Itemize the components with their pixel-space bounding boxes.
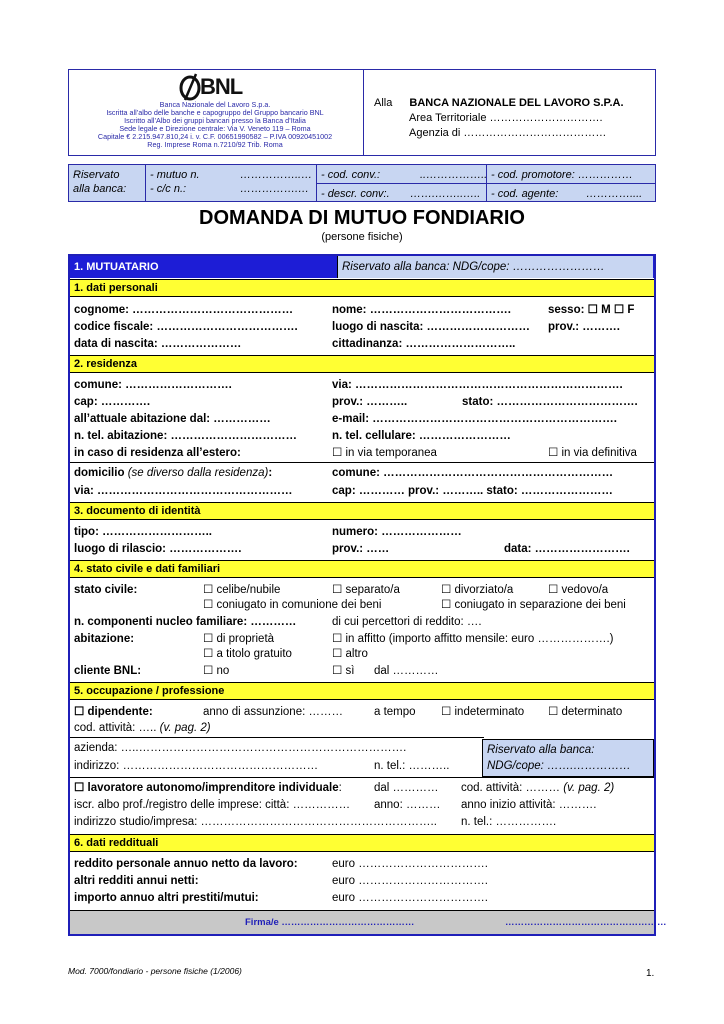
bank-line-2: Iscritta all’albo delle banche e capogruppo del Gruppo bancario BNL xyxy=(106,108,324,117)
page-subtitle: (persone fisiche) xyxy=(321,231,403,243)
cap-field[interactable]: cap: …………. xyxy=(74,396,151,408)
cod-attivita2-field[interactable] xyxy=(461,781,614,795)
definitiva-checkbox[interactable]: ☐ in via definitiva xyxy=(548,447,637,459)
cc-label: - c/c n.: xyxy=(150,183,187,195)
domicilio-label xyxy=(74,466,272,480)
header-divider xyxy=(363,70,364,155)
proprieta-checkbox[interactable]: ☐ di proprietà xyxy=(203,633,275,645)
autonomo-dal-field[interactable]: dal ………… xyxy=(374,782,439,794)
reserved-label-1: Riservato xyxy=(73,169,120,181)
comune-field[interactable]: comune: ………………………. xyxy=(74,379,232,391)
cliente-bnl-label: cliente BNL: xyxy=(74,665,142,677)
cliente-no-checkbox[interactable]: ☐ no xyxy=(203,665,230,677)
section-mutuatario-label: 1. MUTUATARIO xyxy=(74,261,159,273)
prov-field[interactable]: prov.: ……….. xyxy=(332,396,408,408)
section-stato-civile xyxy=(70,560,654,578)
bank-line-4: Sede legale e Direzione centrale: Via V. Veneto 119 – Roma xyxy=(119,124,311,133)
cliente-si-checkbox[interactable]: ☐ sì xyxy=(332,665,355,677)
agenzia[interactable]: Agenzia di ………………………………… xyxy=(409,127,607,139)
mutuo-label: - mutuo n. xyxy=(150,169,200,181)
tel-occupazione-field[interactable]: n. tel.: ……….. xyxy=(374,760,450,772)
stato-field[interactable]: stato: ………………………………. xyxy=(462,396,638,408)
reddito-personale-field[interactable]: euro ……………………………. xyxy=(332,858,488,870)
bnl-logo xyxy=(178,73,258,101)
altri-redditi-field[interactable]: euro ……………………………. xyxy=(332,875,488,887)
tel-cellulare-field[interactable]: n. tel. cellulare: …………………… xyxy=(332,430,511,442)
determinato-checkbox[interactable]: ☐ determinato xyxy=(548,706,623,718)
divider xyxy=(70,777,654,778)
numero-field[interactable]: numero: ………………… xyxy=(332,526,462,538)
componenti-field[interactable]: n. componenti nucleo familiare: ………… xyxy=(74,616,297,628)
luogo-nascita-field[interactable]: luogo di nascita: ……………………… xyxy=(332,321,531,333)
estero-label: in caso di residenza all’estero: xyxy=(74,447,241,459)
reddito-personale-label: reddito personale annuo netto da lavoro: xyxy=(74,858,298,870)
section-dati-personali xyxy=(70,279,654,297)
cliente-dal-field[interactable]: dal ………… xyxy=(374,665,439,677)
footer-model: Mod. 7000/fondiario - persone fisiche (1/2006) xyxy=(68,966,242,976)
area-territoriale[interactable]: Area Territoriale …………………………. xyxy=(409,112,603,124)
indirizzo-studio-field[interactable]: indirizzo studio/impresa: …………………………………………………….. xyxy=(74,816,437,828)
iscr-albo-field[interactable]: iscr. albo prof./registro delle imprese: città: …………… xyxy=(74,799,351,811)
ndg-occupazione-field[interactable]: NDG/cope: …….…………… xyxy=(487,760,631,772)
autonomo-colon: : xyxy=(338,782,342,794)
domicilio-note: (se diverso dalla residenza) xyxy=(127,467,269,479)
tempo-label: a tempo xyxy=(374,706,416,718)
separazione-checkbox[interactable]: ☐ coniugato in separazione dei beni xyxy=(441,599,626,611)
autonomo-label: ☐ lavoratore autonomo/imprenditore individuale xyxy=(74,782,339,794)
gratuito-checkbox[interactable]: ☐ a titolo gratuito xyxy=(203,648,292,660)
firma-field-2[interactable]: …………………………………………… xyxy=(505,917,667,928)
section-header: 6. dati reddituali xyxy=(74,837,159,849)
cod-agente-field[interactable]: ………….... xyxy=(586,188,643,200)
firma-field-1[interactable]: Firma/e …………………………………… xyxy=(245,917,415,928)
dom-comune-field[interactable]: comune: …………………………………………………… xyxy=(332,467,614,479)
cittadinanza-field[interactable]: cittadinanza: ……………………….. xyxy=(332,338,516,350)
stato-civile-label: stato civile: xyxy=(74,584,138,596)
addressee-prefix: Alla xyxy=(374,97,393,109)
tel-studio-field[interactable]: n. tel.: ……………. xyxy=(461,816,557,828)
tel-abitazione-field[interactable]: n. tel. abitazione: …………………………… xyxy=(74,430,297,442)
section-header: 5. occupazione / professione xyxy=(74,685,225,697)
section-header: 4. stato civile e dati familiari xyxy=(74,563,221,575)
page-title: DOMANDA DI MUTUO FONDIARIO xyxy=(199,207,525,229)
domicilio-colon: : xyxy=(268,467,273,479)
ndg-reserved-field[interactable]: Riservato alla banca: NDG/cope: …………………… xyxy=(342,261,605,273)
autonomo-checkbox[interactable] xyxy=(74,781,342,795)
section-header: 2. residenza xyxy=(74,358,137,370)
importo-prestiti-label: importo annuo altri prestiti/mutui: xyxy=(74,892,259,904)
logo-text: BNL xyxy=(200,74,243,99)
cod-conv-label: - cod. conv.: xyxy=(321,169,381,181)
prov-rilascio-field[interactable]: prov.: …… xyxy=(332,543,390,555)
bank-line-5: Capitale € 2.215.947.810,24 i. v. C.F. 00651990582 – P.IVA 00920451002 xyxy=(97,132,333,141)
codice-fiscale-field[interactable]: codice fiscale: ………………………………. xyxy=(74,321,298,333)
dom-via-field[interactable]: via: …………………………………………… xyxy=(74,485,293,497)
divorziato-checkbox[interactable]: ☐ divorziato/a xyxy=(441,584,514,596)
temporanea-checkbox[interactable]: ☐ in via temporanea xyxy=(332,447,437,459)
cc-field[interactable]: …………….… xyxy=(240,183,310,195)
cod-agente-label: - cod. agente: xyxy=(491,188,559,200)
cognome-field[interactable]: cognome: …………………………………… xyxy=(74,304,294,316)
email-field[interactable]: e-mail: ………………………………………………………. xyxy=(332,413,617,425)
assunzione-field[interactable]: anno di assunzione: ……… xyxy=(203,706,343,718)
section-header: 1. dati personali xyxy=(74,282,158,294)
importo-prestiti-field[interactable]: euro ……………………………. xyxy=(332,892,488,904)
cod-conv-field[interactable]: ..…………….. xyxy=(420,169,488,181)
mutuo-field[interactable]: ……………..… xyxy=(240,169,313,181)
cod-promotore-field[interactable]: - cod. promotore: …………… xyxy=(491,169,633,181)
domicilio-word: domicilio xyxy=(74,467,125,479)
celibe-checkbox[interactable]: ☐ celibe/nubile xyxy=(203,584,281,596)
section-documento xyxy=(70,502,654,520)
azienda-field[interactable]: azienda: …..……………………………………………………………. xyxy=(74,742,407,754)
via-field[interactable]: via: ……………………………………………………………. xyxy=(332,379,623,391)
firma-bar xyxy=(70,910,667,934)
reserved-divider xyxy=(145,164,146,202)
ndg-occupazione-label: Riservato alla banca: xyxy=(487,744,595,756)
altri-redditi-label: altri redditi annui netti: xyxy=(74,875,199,887)
dom-cap-prov-stato-field[interactable]: cap: ………… prov.: ……….. stato: …………………… xyxy=(332,485,613,497)
sesso-field[interactable]: sesso: ☐ M ☐ F xyxy=(548,304,635,316)
altro-checkbox[interactable]: ☐ altro xyxy=(332,648,368,660)
abitazione-label: abitazione: xyxy=(74,633,135,645)
indeterminato-checkbox[interactable]: ☐ indeterminato xyxy=(441,706,525,718)
addressee-name: BANCA NAZIONALE DEL LAVORO S.P.A. xyxy=(409,97,624,109)
section-header: 3. documento di identità xyxy=(74,505,201,517)
separato-checkbox[interactable]: ☐ separato/a xyxy=(332,584,400,596)
section-occupazione xyxy=(70,682,654,700)
percettori-field[interactable]: di cui percettori di reddito: …. xyxy=(332,616,482,628)
data-nascita-field[interactable]: data di nascita: ………………… xyxy=(74,338,242,350)
cod-attivita-ref: (v. pag. 2) xyxy=(159,722,211,734)
indirizzo-field[interactable]: indirizzo: …………………………………………… xyxy=(74,760,319,772)
anno-inizio-field[interactable]: anno inizio attività: ………. xyxy=(461,799,597,811)
reserved-hline xyxy=(316,183,656,184)
cod-attivita-field[interactable] xyxy=(74,721,211,735)
data-rilascio-field[interactable]: data: ……………………. xyxy=(504,543,630,555)
reserved-label-2: alla banca: xyxy=(73,183,127,195)
cod-attivita2-ref: (v. pag. 2) xyxy=(563,782,615,794)
footer-page-number: 1. xyxy=(646,968,655,979)
section-residenza xyxy=(70,355,654,373)
abitazione-dal-field[interactable]: all’attuale abitazione dal: …………… xyxy=(74,413,271,425)
prov-nascita-field[interactable]: prov.: ………. xyxy=(548,321,620,333)
descr-conv-label: - descr. conv:. xyxy=(321,188,390,200)
addressee-line xyxy=(374,97,624,109)
luogo-rilascio-field[interactable]: luogo di rilascio: ………………. xyxy=(74,543,242,555)
vedovo-checkbox[interactable]: ☐ vedovo/a xyxy=(548,584,609,596)
comunione-checkbox[interactable]: ☐ coniugato in comunione dei beni xyxy=(203,599,382,611)
iscr-anno-field[interactable]: anno: ……… xyxy=(374,799,441,811)
tipo-field[interactable]: tipo: ……………………….. xyxy=(74,526,212,538)
cod-attivita2-dots: cod. attività: ……… xyxy=(461,782,564,794)
dipendente-checkbox[interactable]: ☐ dipendente: xyxy=(74,706,153,718)
bank-line-1: Banca Nazionale del Lavoro S.p.a. xyxy=(159,100,271,109)
divider xyxy=(70,737,484,738)
cod-attivita-dots: cod. attività: ….. xyxy=(74,722,160,734)
bank-line-6: Reg. Imprese Roma n.7210/92 Trib. Roma xyxy=(147,140,283,149)
nome-field[interactable]: nome: ………………………………. xyxy=(332,304,511,316)
section-reddituali xyxy=(70,834,654,852)
divider xyxy=(70,462,654,463)
bank-line-3: Iscritto all’Albo dei gruppi bancari presso la Banca d’Italia xyxy=(124,116,306,125)
affitto-checkbox[interactable]: ☐ in affitto (importo affitto mensile: euro ……………….) xyxy=(332,633,614,645)
descr-conv-field[interactable]: …….……..….. xyxy=(410,188,481,200)
